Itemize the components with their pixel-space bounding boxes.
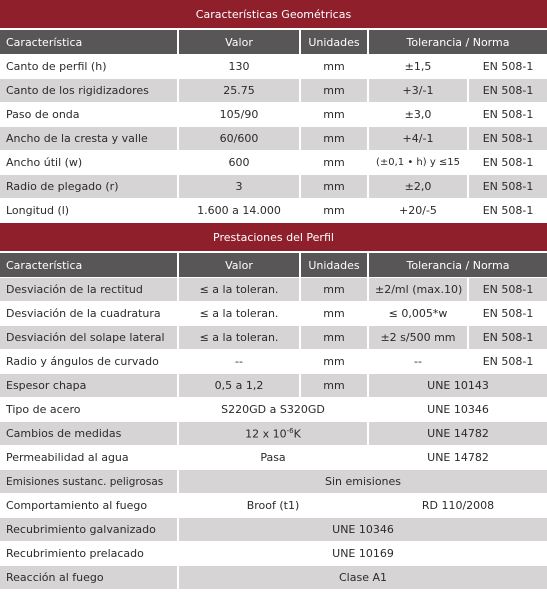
table-row bbox=[0, 350, 547, 374]
cell-norma: EN 508-1 bbox=[468, 103, 547, 127]
cell-caracteristica: Desviación de la cuadratura bbox=[0, 302, 178, 326]
cell-valor: 0,5 a 1,2 bbox=[178, 374, 300, 398]
cell-caracteristica: Longitud (l) bbox=[0, 199, 178, 223]
cell-unidades: mm bbox=[300, 103, 368, 127]
table-row bbox=[0, 446, 547, 470]
cell-valor: ≤ a la toleran. bbox=[178, 278, 300, 302]
cell-valor: 105/90 bbox=[178, 103, 300, 127]
cell-norma: RD 110/2008 bbox=[368, 494, 547, 518]
cambios-exponent: -6 bbox=[286, 426, 294, 435]
cell-tolerancia: -- bbox=[368, 350, 468, 374]
cell-tolerancia: +3/-1 bbox=[368, 79, 468, 103]
cell-valor: Broof (t1) bbox=[178, 494, 368, 518]
cell-valor: S220GD a S320GD bbox=[178, 398, 368, 422]
cell-valor: 600 bbox=[178, 151, 300, 175]
cell-valor: 130 bbox=[178, 55, 300, 79]
table-row bbox=[0, 374, 547, 398]
cell-tolerancia: ±2 s/500 mm bbox=[368, 326, 468, 350]
cell-caracteristica: Radio y ángulos de curvado bbox=[0, 350, 178, 374]
cell-valor: UNE 10346 bbox=[178, 518, 547, 542]
table-row bbox=[0, 566, 547, 590]
cell-unidades: mm bbox=[300, 151, 368, 175]
cell-tolerancia: ≤ 0,005*w bbox=[368, 302, 468, 326]
performance-section bbox=[0, 223, 547, 590]
cell-caracteristica: Desviación de la rectitud bbox=[0, 278, 178, 302]
geometric-section bbox=[0, 0, 547, 223]
cell-caracteristica: Radio de plegado (r) bbox=[0, 175, 178, 199]
cell-caracteristica: Ancho de la cresta y valle bbox=[0, 127, 178, 151]
table-row bbox=[0, 151, 547, 175]
table-row bbox=[0, 103, 547, 127]
cell-caracteristica: Recubrimiento prelacado bbox=[0, 542, 178, 566]
header-tolerancia: Tolerancia / Norma bbox=[368, 252, 547, 278]
cell-norma: EN 508-1 bbox=[468, 151, 547, 175]
table-row bbox=[0, 494, 547, 518]
cell-tolerancia: ±2/ml (max.10) bbox=[368, 278, 468, 302]
cell-tolerancia: (±0,1 • h) y ≤15 bbox=[368, 151, 468, 175]
section-title-geometric: Características Geométricas bbox=[0, 0, 547, 29]
cell-valor: 60/600 bbox=[178, 127, 300, 151]
table-row bbox=[0, 302, 547, 326]
header-tolerancia: Tolerancia / Norma bbox=[368, 29, 547, 55]
cell-unidades: mm bbox=[300, 326, 368, 350]
cell-norma: EN 508-1 bbox=[468, 199, 547, 223]
cell-valor: 1.600 a 14.000 bbox=[178, 199, 300, 223]
cell-valor: -- bbox=[178, 350, 300, 374]
cell-caracteristica: Espesor chapa bbox=[0, 374, 178, 398]
cell-valor: ≤ a la toleran. bbox=[178, 302, 300, 326]
cell-norma: EN 508-1 bbox=[468, 278, 547, 302]
header-unidades: Unidades bbox=[300, 252, 368, 278]
cell-caracteristica: Ancho útil (w) bbox=[0, 151, 178, 175]
table-row bbox=[0, 127, 547, 151]
header-caracteristica: Característica bbox=[0, 29, 178, 55]
cell-tolerancia: ±1,5 bbox=[368, 55, 468, 79]
cell-unidades: mm bbox=[300, 350, 368, 374]
cell-caracteristica: Cambios de medidas bbox=[0, 422, 178, 446]
cell-unidades: mm bbox=[300, 175, 368, 199]
cell-caracteristica: Recubrimiento galvanizado bbox=[0, 518, 178, 542]
cell-valor: Pasa bbox=[178, 446, 368, 470]
table-row bbox=[0, 278, 547, 302]
cell-norma: UNE 14782 bbox=[368, 422, 547, 446]
cell-tolerancia: +4/-1 bbox=[368, 127, 468, 151]
cell-valor: ≤ a la toleran. bbox=[178, 326, 300, 350]
table-row bbox=[0, 55, 547, 79]
cell-caracteristica: Desviación del solape lateral bbox=[0, 326, 178, 350]
table-row bbox=[0, 175, 547, 199]
cell-valor bbox=[178, 422, 368, 446]
cell-unidades: mm bbox=[300, 55, 368, 79]
cell-norma: UNE 10143 bbox=[368, 374, 547, 398]
cell-valor: Sin emisiones bbox=[178, 470, 547, 494]
header-caracteristica: Característica bbox=[0, 252, 178, 278]
cell-norma: UNE 10346 bbox=[368, 398, 547, 422]
cell-unidades: mm bbox=[300, 374, 368, 398]
cambios-value: 12 x 10 bbox=[245, 427, 287, 441]
cell-tolerancia: ±2,0 bbox=[368, 175, 468, 199]
cell-valor: UNE 10169 bbox=[178, 542, 547, 566]
cell-caracteristica: Canto de perfil (h) bbox=[0, 55, 178, 79]
table-row bbox=[0, 326, 547, 350]
cell-norma: EN 508-1 bbox=[468, 127, 547, 151]
cell-norma: EN 508-1 bbox=[468, 79, 547, 103]
cell-unidades: mm bbox=[300, 127, 368, 151]
cell-norma: EN 508-1 bbox=[468, 302, 547, 326]
header-valor: Valor bbox=[178, 29, 300, 55]
cell-unidades: mm bbox=[300, 302, 368, 326]
cell-tolerancia: +20/-5 bbox=[368, 199, 468, 223]
cambios-unit: K bbox=[293, 427, 301, 441]
cell-caracteristica: Canto de los rigidizadores bbox=[0, 79, 178, 103]
cell-caracteristica: Paso de onda bbox=[0, 103, 178, 127]
table-row bbox=[0, 398, 547, 422]
header-valor: Valor bbox=[178, 252, 300, 278]
cell-norma: EN 508-1 bbox=[468, 350, 547, 374]
cell-norma: EN 508-1 bbox=[468, 326, 547, 350]
table-header bbox=[0, 29, 547, 55]
cell-unidades: mm bbox=[300, 278, 368, 302]
table-row bbox=[0, 199, 547, 223]
header-unidades: Unidades bbox=[300, 29, 368, 55]
cell-unidades: mm bbox=[300, 199, 368, 223]
cell-caracteristica: Comportamiento al fuego bbox=[0, 494, 178, 518]
table-row bbox=[0, 518, 547, 542]
cell-caracteristica: Tipo de acero bbox=[0, 398, 178, 422]
table-row bbox=[0, 422, 547, 446]
cell-caracteristica: Permeabilidad al agua bbox=[0, 446, 178, 470]
cell-unidades: mm bbox=[300, 79, 368, 103]
cell-tolerancia: ±3,0 bbox=[368, 103, 468, 127]
table-row bbox=[0, 470, 547, 494]
table-row bbox=[0, 79, 547, 103]
cell-norma: EN 508-1 bbox=[468, 175, 547, 199]
cell-norma: EN 508-1 bbox=[468, 55, 547, 79]
cell-caracteristica: Emisiones sustanc. peligrosas bbox=[0, 470, 178, 494]
cell-valor: 3 bbox=[178, 175, 300, 199]
table-header bbox=[0, 252, 547, 278]
cell-caracteristica: Reacción al fuego bbox=[0, 566, 178, 590]
cell-norma: UNE 14782 bbox=[368, 446, 547, 470]
cell-valor: 25.75 bbox=[178, 79, 300, 103]
cell-valor: Clase A1 bbox=[178, 566, 547, 590]
section-title-performance: Prestaciones del Perfil bbox=[0, 223, 547, 253]
table-row bbox=[0, 542, 547, 566]
